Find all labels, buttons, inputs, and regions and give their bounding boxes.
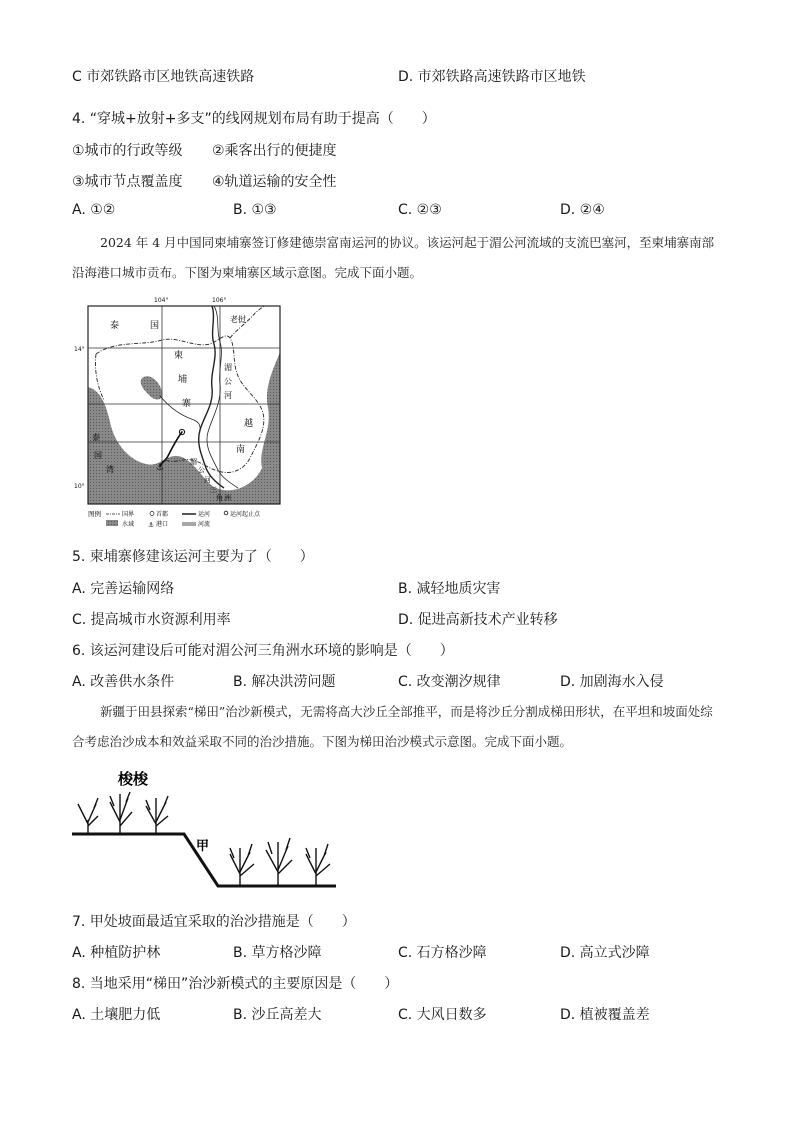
question-6-stem: 6. 该运河建设后可能对湄公河三角洲水环境的影响是（ ） — [72, 643, 454, 659]
label-laos: 老挝 — [230, 315, 246, 324]
slope-label-jia: 甲 — [196, 839, 210, 854]
label-mekong-3: 河 — [224, 391, 232, 400]
label-delta-3: 河 — [204, 476, 211, 484]
svg-text:运河: 运河 — [198, 511, 211, 518]
label-delta-4: 三 — [210, 486, 217, 494]
label-delta-1: 湄 — [190, 458, 197, 466]
svg-text:⚓: ⚓ — [156, 463, 165, 473]
option-d: D. 加剧海水入侵 — [560, 674, 664, 690]
svg-text:港口: 港口 — [156, 521, 169, 528]
svg-text:图例: 图例 — [88, 510, 101, 518]
label-delta-5: 角 — [216, 494, 223, 502]
label-delta-6: 洲 — [224, 494, 231, 502]
option-d: D. ②④ — [560, 202, 605, 218]
label-gulf-3: 湾 — [106, 465, 114, 474]
svg-text:首都: 首都 — [156, 511, 169, 518]
option-c: C 市郊铁路市区地铁高速铁路 — [72, 69, 255, 85]
option-c: C. ②③ — [398, 202, 442, 218]
option-c: C. 石方格沙障 — [398, 945, 487, 961]
passage-xinjiang — [72, 697, 722, 757]
saxaul-shrubs-lower — [230, 838, 330, 886]
item-3: ③城市节点覆盖度 — [72, 174, 183, 190]
passage-text: 2024 年 4 月中国同柬埔寨签订修建德崇富南运河的协议。该运河起于湄公河流域的支流巴塞河，至柬埔寨南部沿海港口城市贡布。下图为柬埔寨区域示意图。完成下面小题。 — [72, 235, 715, 280]
option-a: A. 改善供水条件 — [72, 674, 175, 690]
passage-text: 新疆于田县探索“梯田”治沙新模式，无需将高大沙丘全部推平，而是将沙丘分割成梯田形状，在平坦和坡面处综合考虑治沙成本和效益采取不同的治沙措施。下图为梯田治沙模式示意图。完成下面小题。 — [72, 704, 713, 749]
option-d: D. 促进高新技术产业转移 — [398, 612, 558, 628]
option-b: B. 解决洪涝问题 — [233, 674, 336, 690]
passage-cambodia — [72, 228, 722, 288]
question-8-stem: 8. 当地采用“梯田”治沙新模式的主要原因是（ ） — [72, 976, 399, 992]
lake — [141, 376, 163, 399]
svg-text:⚓: ⚓ — [148, 521, 155, 529]
option-b: B. 草方格沙障 — [233, 945, 322, 961]
option-b: B. 减轻地质灾害 — [398, 581, 501, 597]
label-vietnam-2: 南 — [236, 445, 246, 455]
label-cambodia-3: 寨 — [182, 399, 192, 409]
east-sea-area — [261, 352, 280, 468]
item-2: ②乘客出行的便捷度 — [212, 143, 337, 159]
label-cambodia-1: 柬 — [174, 351, 184, 361]
svg-text:水域: 水域 — [122, 521, 135, 528]
option-a: A. 完善运输网络 — [72, 581, 175, 597]
option-b: B. 沙丘高差大 — [233, 1007, 322, 1023]
label-thailand-1: 泰 — [110, 321, 120, 331]
question-5-stem: 5. 柬埔寨修建该运河主要为了（ ） — [72, 549, 314, 565]
label-gulf-2: 国 — [94, 451, 102, 460]
lon-label-104: 104° — [154, 297, 169, 304]
option-a: A. 种植防护林 — [72, 945, 161, 961]
option-a: A. 土壤肥力低 — [72, 1007, 161, 1023]
label-vietnam-1: 越 — [244, 419, 254, 429]
question-7-stem: 7. 甲处坡面最适宜采取的治沙措施是（ ） — [72, 914, 356, 930]
option-d: D. 市郊铁路高速铁路市区地铁 — [398, 69, 586, 85]
label-gulf-1: 泰 — [92, 433, 100, 442]
option-c: C. 大风日数多 — [398, 1007, 487, 1023]
option-a: A. ①② — [72, 202, 116, 218]
label-delta-2: 公 — [198, 466, 205, 474]
map-legend — [88, 509, 261, 529]
terrace-diagram — [68, 764, 348, 894]
cambodia-map — [74, 292, 296, 529]
lat-label-14: 14° — [74, 346, 85, 353]
label-thailand-2: 国 — [150, 321, 160, 331]
option-c: C. 提高城市水资源利用率 — [72, 612, 231, 628]
lat-label-10: 10° — [74, 483, 85, 490]
option-b: B. ①③ — [233, 202, 277, 218]
label-mekong-1: 湄 — [224, 363, 232, 372]
option-c: C. 改变潮汐规律 — [398, 674, 501, 690]
saxaul-label: 梭梭 — [118, 770, 149, 788]
svg-text:国界: 国界 — [122, 511, 135, 518]
label-cambodia-2: 埔 — [178, 375, 188, 385]
option-d: D. 高立式沙障 — [560, 945, 650, 961]
svg-text:河流: 河流 — [198, 521, 211, 528]
item-4: ④轨道运输的安全性 — [212, 174, 337, 190]
question-4-stem: 4. “穿城+放射+多支”的线网规划布局有助于提高（ ） — [72, 111, 436, 127]
svg-text:运河起止点: 运河起止点 — [230, 511, 261, 518]
item-1: ①城市的行政等级 — [72, 143, 183, 159]
lon-label-106: 106° — [212, 297, 227, 304]
option-d: D. 植被覆盖差 — [560, 1007, 650, 1023]
label-mekong-2: 公 — [224, 377, 232, 386]
saxaul-shrubs-upper — [78, 792, 168, 834]
